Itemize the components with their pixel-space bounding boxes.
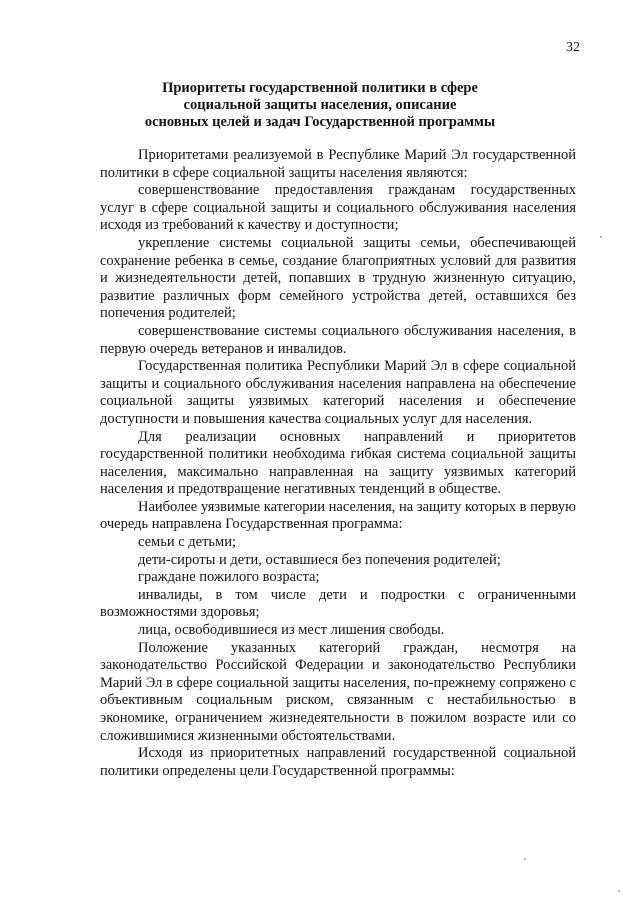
list-item: граждане пожилого возраста; xyxy=(138,569,320,586)
list-item: дети-сироты и дети, оставшиеся без попечения родителей; xyxy=(138,551,501,568)
section-title xyxy=(60,80,580,131)
paragraph: Государственная политика Республики Марий Эл в сфере социальной защиты и социального обслуживания населения направлена на обеспечение социальной защиты уязвимых категорий населения и обеспечение доступности и повышения качества социальных услуг для населения. xyxy=(100,358,576,427)
paragraph: Приоритетами реализуемой в Республике Марий Эл государственной политики в сфере социальной защиты населения являются: xyxy=(100,147,576,181)
paragraph: совершенствование системы социального обслуживания населения, в первую очередь ветеранов и инвалидов. xyxy=(100,322,576,357)
paragraph: укрепление системы социальной защиты семьи, обеспечивающей сохранение ребенка в семье, создание благоприятных условий для развития и жизнедеятельности детей, попавших в трудную жизненную ситуацию, развитие различных форм семейного устройства детей, оставшихся без попечения родителей; xyxy=(100,234,576,322)
list-item: лица, освободившиеся из мест лишения свободы. xyxy=(138,622,445,639)
scan-speck xyxy=(600,236,602,238)
paragraph: Положение указанных категорий граждан, несмотря на законодательство Российской Федерации и законодательство Республики Марий Эл в сфере социальной защиты населения, по-прежнему сопряжено с объективным социальным риском, связанным с нестабильностью в экономике, ограничением жизнедеятельности в пожилом возрасте или со сложившимися жизненными обстоятельствами. xyxy=(100,639,576,744)
page-number: 32 xyxy=(566,40,580,55)
list-item: инвалиды, в том числе дети и подростки с ограниченными возможностями здоровья; xyxy=(100,586,576,621)
title-line: социальной защиты населения, описание xyxy=(183,97,457,113)
list-item: семьи с детьми; xyxy=(138,534,237,551)
title-line: основных целей и задач Государственной программы xyxy=(144,114,496,130)
body-text xyxy=(100,147,576,780)
paragraph: Для реализации основных направлений и приоритетов государственной политики необходима гибкая система социальной защиты населения, максимально направленная на защиту уязвимых категорий населения и предотвращение негативных тенденций в обществе. xyxy=(100,428,576,498)
paragraph: Исходя из приоритетных направлений государственной социальной политики определены цели Государственной программы: xyxy=(100,745,576,779)
paragraph: Наиболее уязвимые категории населения, на защиту которых в первую очередь направлена Государственная программа: xyxy=(100,498,576,533)
paragraph: совершенствование предоставления гражданам государственных услуг в сфере социальной защиты и социального обслуживания населения исходя из требований к качеству и доступности; xyxy=(100,182,576,234)
title-line: Приоритеты государственной политики в сфере xyxy=(162,80,478,96)
scan-speck xyxy=(618,890,620,892)
scan-speck xyxy=(524,858,526,860)
